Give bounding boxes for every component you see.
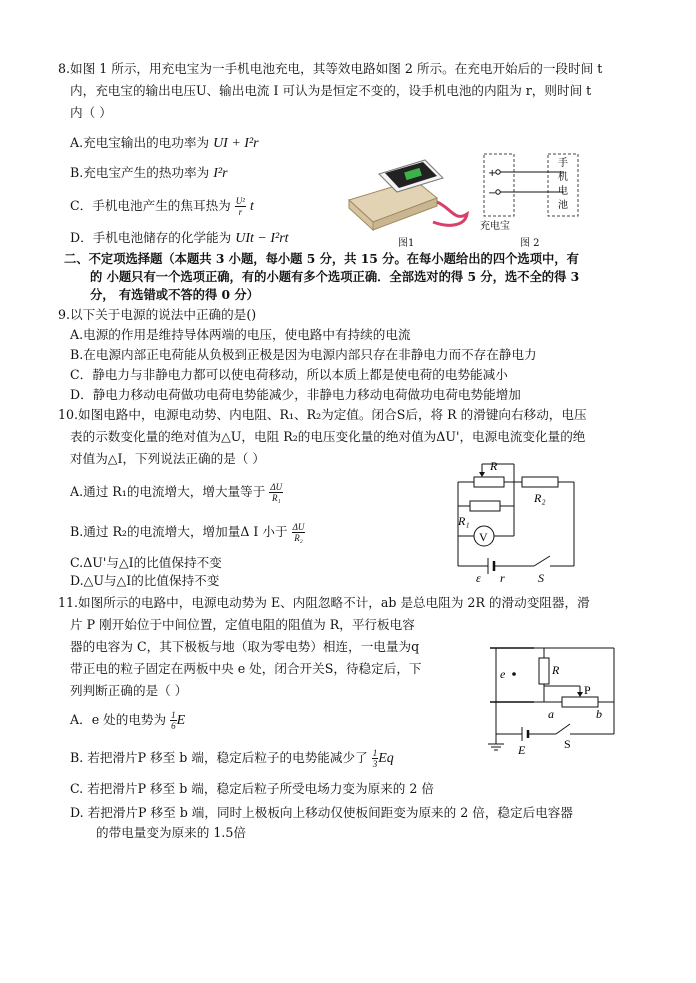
q11-option-d-line1: D. 若把滑片P 移至 b 端，同时上极板向上移动仅使板间距变为原来的 2 倍，稳定后电容器 — [70, 805, 573, 820]
q11-stem-line1: 11.如图所示的电路中，电源电动势为 E、内阻忽略不计，ab 是总电阻为 2R 的滑动变阻器，滑 — [58, 595, 590, 610]
q9-stem: 9.以下关于电源的说法中正确的是() — [58, 307, 257, 322]
q9-option-b: B.在电源内部正电荷能从负极到正极是因为电源内部只存在非静电力而不存在静电力 — [70, 347, 537, 362]
section2-heading-line2: 的 小题只有一个选项正确，有的小题有多个选项正确．全部选对的得 5 分，选不全的得 3 — [90, 269, 580, 284]
q8-option-d: D．手机电池储存的化学能为 UIt − I²rt — [70, 230, 289, 246]
q8-c-fraction: $\frac{\text{U²}}{r}$ — [235, 196, 245, 217]
q11-label-S: S — [564, 737, 571, 751]
q8-option-c: C．手机电池产生的焦耳热为 $\frac{\text{U²}}{r}$ t — [70, 196, 254, 217]
q10-label-R2: R₂ — [534, 491, 546, 505]
q8-charger-label: 充电宝 — [480, 221, 510, 232]
q11-option-b: B. 若把滑片P 移至 b 端，稳定后粒子的电势能减少了 $\frac{1}{3}$ Eq — [70, 748, 394, 769]
q11-b-fraction: $\frac{1}{3}$ — [372, 748, 378, 769]
q11-option-c: C. 若把滑片P 移至 b 端，稳定后粒子所受电场力变为原来的 2 倍 — [70, 781, 435, 796]
q10-option-d: D.△U与△I的比值保持不变 — [70, 573, 220, 588]
q9-option-c: C．静电力与非静电力都可以使电荷移动，所以本质上都是使电荷的电势能减小 — [70, 367, 508, 382]
q10-label-R1: R₁ — [458, 514, 470, 528]
q11-circuit-diagram — [486, 636, 626, 766]
q10-b-fraction: $\frac{\Delta U}{\text{R₂}}$ — [292, 522, 305, 543]
q10-option-c: C.ΔU'与△I的比值保持不变 — [70, 555, 222, 570]
q8-fig1-caption: 图1 — [398, 238, 415, 249]
q11-stem-line5: 列判断正确的是（ ） — [70, 683, 188, 698]
q8-stem-line1: 8.如图 1 所示，用充电宝为一手机电池充电，其等效电路如图 2 所示。在充电开始后的一段时间 t — [58, 61, 603, 76]
q10-stem-line2: 表的示数变化量的绝对值为△U，电阻 R₂的电压变化量的绝对值为ΔU'，电源电流变化量的绝 — [70, 429, 586, 444]
q8-d-formula: UIt − I²rt — [235, 231, 289, 246]
q11-label-a: a — [548, 707, 554, 721]
q11-label-e: e — [500, 667, 506, 681]
q10-option-a: A.通过 R₁的电流增大，增大量等于 $\frac{\Delta U}{\text{R₁}}$ — [70, 482, 283, 503]
section2-heading-line3: 分， 有选错或不答的得 0 分） — [90, 287, 259, 302]
q8-battery-label-4: 池 — [558, 200, 568, 211]
q8-option-b: B.充电宝产生的热功率为 I²r — [70, 165, 228, 181]
q11-stem-line3: 器的电容为 C，其下极板与地（取为零电势）相连，一电量为q — [70, 639, 420, 654]
q10-label-V: V — [479, 530, 488, 544]
q9-option-a: A.电源的作用是维持导体两端的电压，使电路中有持续的电流 — [70, 327, 411, 342]
q11-label-R: R — [552, 663, 560, 677]
q11-option-d-line2: 的带电量变为原来的 1.5倍 — [96, 825, 246, 840]
q8-b-formula: I²r — [213, 166, 228, 181]
q10-stem-line1: 10.如图电路中，电源电动势、内电阻、R₁、R₂为定值。闭合S后，将 R 的滑键向右移动，电压 — [58, 407, 587, 422]
q11-label-P: P — [584, 683, 591, 697]
q9-option-d: D．静电力移动电荷做功电荷电势能减少，非静电力移动电荷做功电荷电势能增加 — [70, 387, 521, 402]
q8-battery-label-2: 机 — [558, 172, 568, 183]
q8-figure2-circuit — [478, 150, 588, 238]
q8-a-formula: UI + I²r — [213, 136, 259, 151]
q10-a-fraction: $\frac{\Delta U}{\text{R₁}}$ — [270, 482, 283, 503]
q8-figure1-powerbank-photo — [345, 152, 470, 232]
q11-stem-line2: 片 P 刚开始位于中间位置，定值电阻的阻值为 R，平行板电容 — [70, 617, 415, 632]
q11-option-a: A．e 处的电势为 $\frac{1}{6}$ E — [70, 710, 186, 731]
svg-text:−: − — [488, 188, 497, 199]
q11-label-E: E — [518, 743, 526, 757]
q11-a-fraction: $\frac{1}{6}$ — [171, 710, 176, 731]
q8-battery-label-1: 手 — [558, 158, 568, 169]
q10-label-R: R — [490, 459, 498, 473]
q10-circuit-diagram — [450, 456, 585, 584]
q8-fig2-caption: 图 2 — [520, 238, 540, 249]
q10-label-r: r — [500, 571, 505, 584]
q11-label-b: b — [596, 707, 602, 721]
q8-option-a: A.充电宝输出的电功率为 UI + I²r — [70, 135, 259, 151]
q8-stem-line2: 内，充电宝的输出电压U、输出电流 I 可认为是恒定不变的，设手机电池的内阻为 r，则时间 t — [70, 83, 592, 98]
q10-label-eps: ε — [476, 571, 481, 584]
q11-stem-line4: 带正电的粒子固定在两板中央 e 处，闭合开关S，待稳定后，下 — [70, 661, 422, 676]
q10-stem-line3: 对值为△I，下列说法正确的是（ ） — [70, 451, 265, 466]
q10-label-S: S — [538, 571, 544, 584]
q10-option-b: B.通过 R₂的电流增大，增加量Δ I 小于 $\frac{\Delta U}{\text{R₂}}$ — [70, 522, 305, 543]
q8-stem-line3: 内（ ） — [70, 105, 112, 120]
section2-heading-line1: 二、不定项选择题（本题共 3 小题，每小题 5 分，共 15 分。在每小题给出的四个选项中，有 — [64, 251, 579, 266]
svg-text:+: + — [488, 168, 497, 179]
q8-battery-label-3: 电 — [558, 186, 568, 197]
